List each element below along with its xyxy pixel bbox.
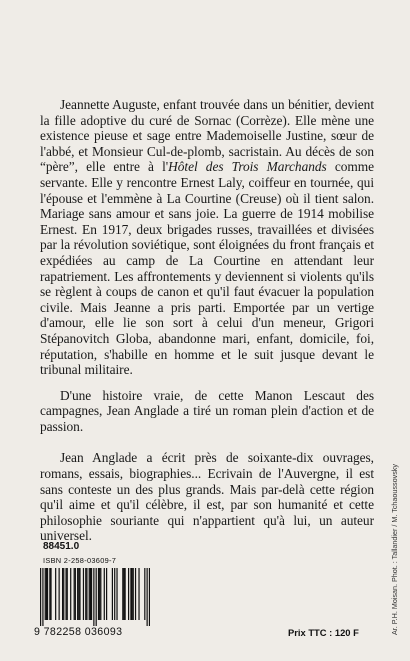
barcode-bar <box>130 568 131 620</box>
blurb-paragraph-1-end: comme servante. Elle y rencontre Ernest Laly, coiffeur en tournée, qui l'épouse et l'emmène à La Courtine (Creuse) où il tient salon. Mariage sans amour et sans joie. La guerre de 1914 mobilise Ernest. En 1917, deux brigades russes, travaillées et divisées par la révolution soviétique, sont éloignées du front français et expédiées au camp de La Courtine en attendant leur rapatriement. Les affrontements y deviennent si violents qu'ils se règlent à coups de canon et qu'il faut évacuer la population civile. Mais Jeanne a pris parti. Emportée par un vertige d'amour, elle lie son sort à celui d'un meneur, Grigori Stépanovitch Globa, abandonne mari, enfant, domicile, foi, réputation, s'habille en homme et le suit jusque devant le tribunal militaire. <box>40 159 374 378</box>
hotel-title: Hôtel des Trois Marchands <box>168 159 327 175</box>
barcode-bar <box>55 568 56 620</box>
barcode-bar <box>90 568 91 620</box>
barcode-bar <box>98 568 99 620</box>
cover-credit: Ar. P.H. Moisan. Phot. : Tallandier / M. Tchaoussovsky <box>390 464 399 635</box>
barcode-bar <box>131 568 132 620</box>
barcode-bar <box>40 568 41 626</box>
blurb-text <box>40 97 374 544</box>
barcode-bar <box>114 568 115 620</box>
price: Prix TTC : 120 F <box>288 627 359 638</box>
barcode-bar <box>70 568 71 620</box>
barcode-bar <box>85 568 86 620</box>
barcode-bar <box>78 568 79 620</box>
barcode <box>40 568 150 626</box>
barcode-bar <box>83 568 84 620</box>
barcode-bar <box>59 568 60 620</box>
isbn: ISBN 2-258-03609-7 <box>43 556 117 565</box>
barcode-bar <box>112 568 113 620</box>
barcode-bar <box>46 568 47 620</box>
barcode-bar <box>149 568 150 626</box>
author-paragraph: Jean Anglade a écrit près de soixante-dix ouvrages, romans, essais, biographies... Ecrivain de l'Auvergne, il est sans conteste un des plus grands. Mais par-delà cette région qu'il aime et qu'il célèbre, il est, par son humanité et cette philosophie souriante qui n'appartient qu'à lui, un auteur universel. <box>40 450 374 544</box>
barcode-bar <box>104 568 105 620</box>
barcode-bar <box>91 568 92 620</box>
barcode-bar <box>93 568 94 626</box>
barcode-digits: 9 782258 036093 <box>34 626 123 638</box>
barcode-bar <box>138 568 139 620</box>
barcode-bar <box>122 568 123 620</box>
barcode-bar <box>125 568 126 620</box>
barcode-bar <box>65 568 66 620</box>
barcode-bar <box>147 568 148 626</box>
barcode-bar <box>99 568 100 620</box>
barcode-bar <box>135 568 136 620</box>
barcode-bar <box>49 568 50 620</box>
barcode-bar <box>133 568 134 620</box>
barcode-bar <box>86 568 87 620</box>
blurb-paragraph-2: D'une histoire vraie, de cette Manon Lescaut des campagnes, Jean Anglade a tiré un roman plein d'action et de passion. <box>40 387 374 434</box>
barcode-bar <box>128 568 129 620</box>
barcode-bar <box>100 568 101 620</box>
barcode-bar <box>63 568 64 620</box>
barcode-bar <box>77 568 78 620</box>
barcode-bar <box>62 568 63 620</box>
barcode-bar <box>47 568 48 620</box>
barcode-bar <box>45 568 46 620</box>
barcode-bar <box>144 568 145 620</box>
blurb-paragraph-1-start: Jeannette Auguste, enfant trouvée dans un bénitier, devient la fille adoptive du curé de Sornac (Corrèze). Elle mène une existence pieuse et sage entre Mademoiselle Justine, sœur de l'abbé, et Monsieur Cul-de-plomb, sacristain. Au décès de son “père”, elle entre à l' <box>40 97 374 175</box>
barcode-bar <box>89 568 90 620</box>
product-code: 88451.0 <box>43 541 80 552</box>
barcode-bar <box>74 568 75 620</box>
barcode-bar <box>79 568 80 620</box>
barcode-bar <box>42 568 43 626</box>
barcode-bar <box>106 568 107 620</box>
barcode-bar <box>75 568 76 620</box>
barcode-bar <box>96 568 97 626</box>
barcode-bar <box>123 568 124 620</box>
barcode-bar <box>67 568 68 620</box>
barcode-bar <box>50 568 51 620</box>
barcode-bar <box>116 568 117 620</box>
blurb-paragraph-1 <box>40 97 374 378</box>
